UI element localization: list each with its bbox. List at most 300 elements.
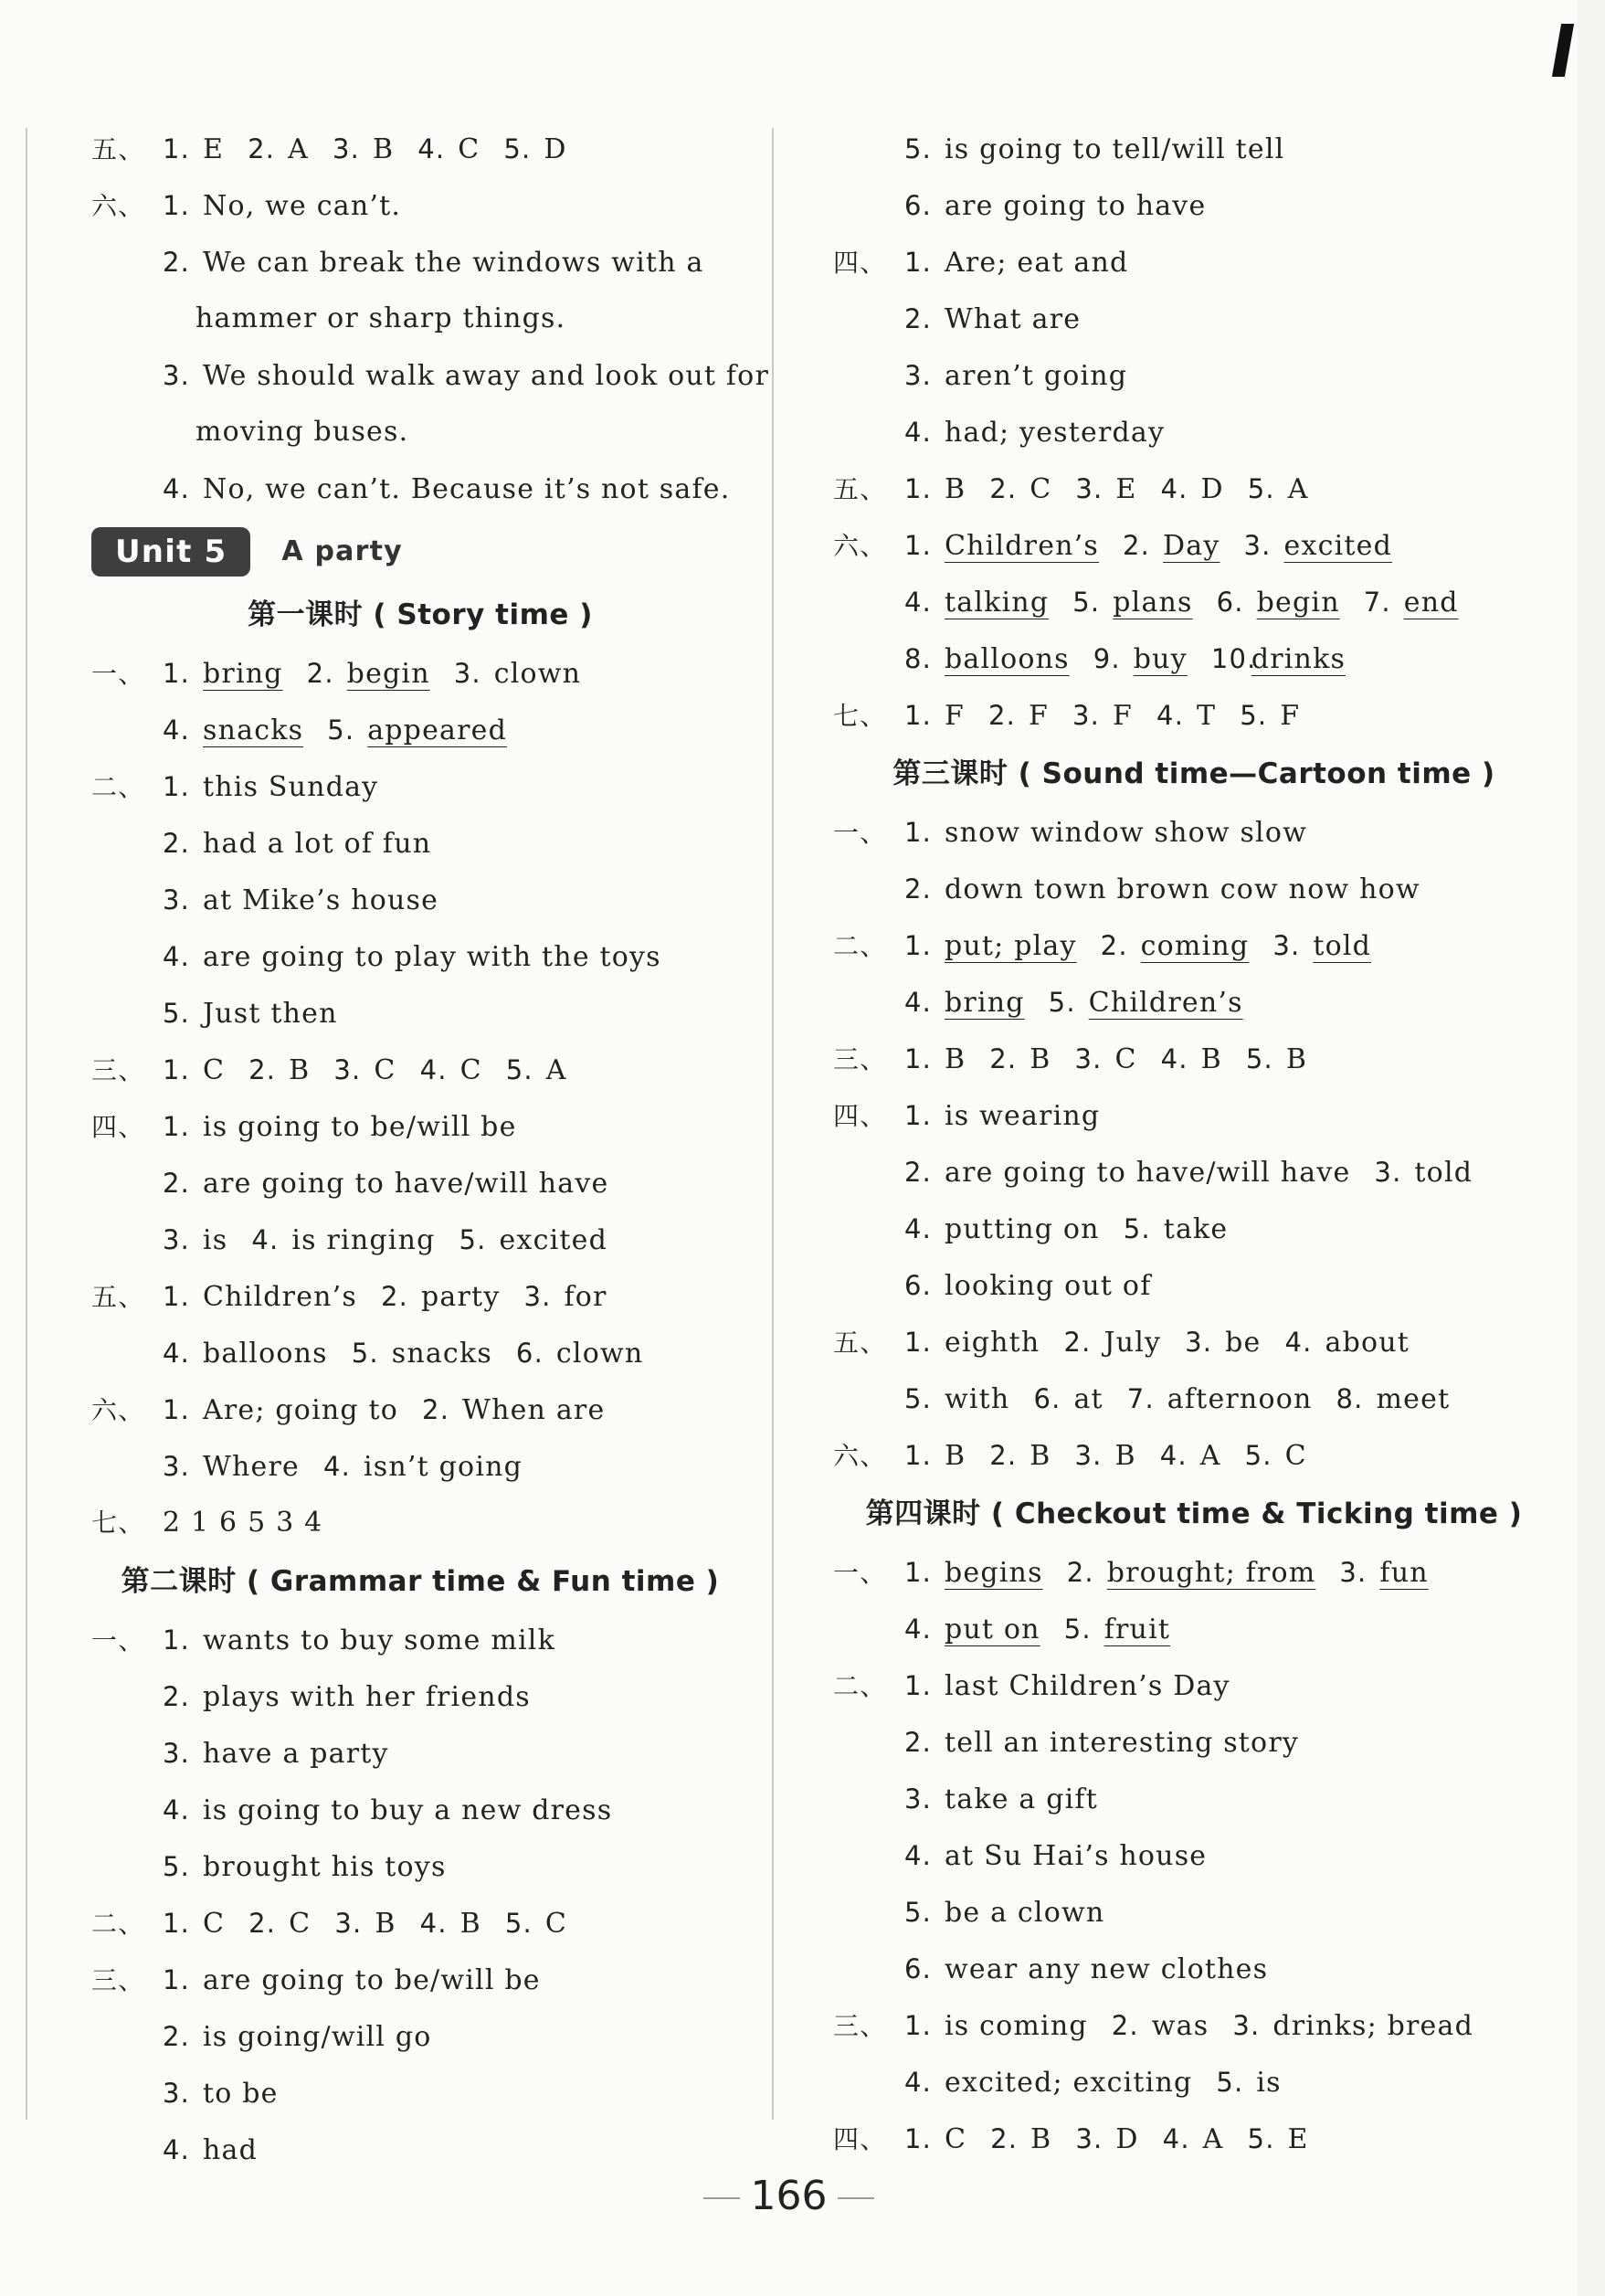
answer-line — [91, 1782, 749, 1838]
answer-line — [833, 2054, 1555, 2111]
answer-line — [91, 645, 749, 702]
answer-number: 9. — [1093, 643, 1121, 674]
answer-number: 4. — [1284, 1327, 1313, 1358]
question-group-label: 四、 — [833, 248, 887, 278]
answer-line — [833, 1544, 1555, 1601]
answer-line — [833, 1201, 1555, 1257]
answer-text: plans — [1113, 587, 1193, 619]
answer-number: 1. — [163, 1054, 191, 1085]
answer-text: 2 1 6 5 3 4 — [163, 1507, 323, 1539]
answer-text: C — [374, 1054, 396, 1086]
answer-number: 3. — [163, 1224, 191, 1255]
page-number-dash-left — [703, 2197, 740, 2199]
answer-line — [833, 1031, 1555, 1087]
answer-number: 1. — [904, 1557, 933, 1588]
answer-text: B — [945, 473, 966, 505]
answer-text: B — [289, 1054, 311, 1086]
answer-number: 4. — [163, 2134, 191, 2165]
answer-line-continued: hammer or sharp things. — [195, 302, 566, 334]
answer-number: 5. — [904, 1897, 933, 1928]
answer-number: 2. — [1123, 530, 1151, 561]
answer-text: D — [1115, 2123, 1139, 2155]
answer-text: B — [372, 133, 395, 165]
answer-text: C — [1284, 1440, 1307, 1472]
answer-number: 1. — [904, 247, 933, 278]
answer-text: Are; eat and — [945, 247, 1129, 279]
answer-number: 1. — [163, 133, 191, 164]
answer-text: B — [459, 1908, 481, 1940]
answer-text: fruit — [1103, 1614, 1171, 1645]
section-heading: 第三课时 ( Sound time—Cartoon time ) — [892, 757, 1495, 790]
answer-text: excited; exciting — [945, 2067, 1193, 2099]
answer-line — [833, 1144, 1555, 1201]
answer-number: 2. — [1066, 1557, 1094, 1588]
answer-text: T — [1197, 700, 1217, 732]
answer-number: 4. — [163, 714, 191, 746]
answer-number: 5. — [1123, 1213, 1151, 1244]
answer-number: 5. — [459, 1224, 487, 1255]
page-number-text: 166 — [750, 2173, 828, 2219]
question-group-label: 三、 — [91, 1965, 145, 1995]
answer-number: 1. — [163, 771, 191, 802]
answer-number: 5. — [1048, 987, 1076, 1018]
answer-number: 3. — [333, 1054, 362, 1085]
answer-number: 7. — [1126, 1383, 1155, 1414]
answer-number: 4. — [419, 1908, 448, 1939]
answer-number: 2. — [248, 133, 276, 164]
answer-number: 5. — [1072, 587, 1101, 618]
answer-text: clown — [493, 658, 582, 690]
answer-text: C — [1030, 473, 1052, 505]
answer-text: C — [203, 1908, 226, 1940]
answer-text: No, we can’t. — [203, 190, 402, 222]
question-group-label: 六、 — [833, 1441, 887, 1471]
answer-text: F — [1280, 700, 1301, 732]
answer-text: snacks — [203, 714, 304, 746]
question-group-label: 三、 — [833, 1044, 887, 1074]
answer-number: 5. — [1244, 1440, 1272, 1471]
unit-header — [91, 517, 749, 585]
question-group-label: 一、 — [91, 659, 145, 689]
answer-number: 2. — [989, 1440, 1018, 1471]
answer-text: end — [1403, 587, 1459, 619]
section-heading: 第四课时 ( Checkout time & Ticking time ) — [865, 1497, 1523, 1530]
answer-line — [91, 758, 749, 815]
section-heading: 第一课时 ( Story time ) — [248, 598, 593, 631]
answer-number: 3. — [163, 360, 191, 391]
answer-line — [833, 1941, 1555, 1997]
answer-number: 4. — [163, 941, 191, 972]
answer-text: July — [1103, 1327, 1162, 1359]
answer-text: appeared — [367, 714, 508, 746]
answer-text: told — [1313, 930, 1372, 962]
column-divider — [772, 128, 774, 2120]
left-margin-rule — [26, 128, 27, 2120]
answer-number: 1. — [904, 1670, 933, 1701]
answer-line — [91, 1895, 749, 1952]
answer-text: Children’s — [945, 530, 1100, 562]
answer-line — [91, 121, 749, 177]
answer-text: is going to buy a new dress — [203, 1794, 613, 1826]
answer-text: clown — [555, 1338, 644, 1370]
answer-line — [91, 177, 749, 234]
answer-number: 4. — [904, 1213, 933, 1244]
answer-text: C — [459, 1054, 482, 1086]
answer-line — [91, 1268, 749, 1325]
answer-text: A — [288, 133, 309, 165]
answer-line — [91, 1098, 749, 1155]
answer-line — [833, 1314, 1555, 1370]
answer-number: 3. — [1075, 473, 1103, 504]
answer-text: brought; from — [1106, 1557, 1316, 1589]
answer-line — [833, 1884, 1555, 1941]
answer-number: 5. — [904, 1383, 933, 1414]
answer-number: 4. — [904, 2067, 933, 2098]
answer-line — [833, 1827, 1555, 1884]
answer-text: Children’s — [203, 1281, 358, 1313]
answer-number: 1. — [904, 1100, 933, 1131]
answer-line — [833, 517, 1555, 574]
answer-number: 5. — [505, 1054, 533, 1085]
answer-text: C — [458, 133, 480, 165]
answer-text: B — [1030, 1043, 1051, 1075]
answer-number: 1. — [163, 1624, 191, 1656]
question-group-label: 二、 — [833, 1671, 887, 1701]
answer-text: drinks — [1251, 643, 1346, 675]
answer-line — [91, 1155, 749, 1211]
answer-number: 5. — [163, 998, 191, 1029]
answer-text: told — [1414, 1157, 1473, 1189]
question-group-label: 四、 — [833, 1101, 887, 1131]
answer-number: 1. — [904, 1327, 933, 1358]
answer-number: 2. — [381, 1281, 409, 1312]
answer-text: B — [1114, 1440, 1136, 1472]
answer-text: aren’t going — [945, 360, 1128, 392]
answer-number: 2. — [904, 873, 933, 905]
answer-number: 1. — [904, 2010, 933, 2041]
answer-text: B — [1285, 1043, 1308, 1075]
page-edge-mark — [1552, 24, 1574, 77]
answer-number: 3. — [163, 1738, 191, 1769]
answer-text: tell an interesting story — [945, 1727, 1300, 1759]
answer-number: 10. — [1210, 643, 1257, 674]
answer-number: 3. — [1072, 700, 1101, 731]
question-group-label: 四、 — [91, 1112, 145, 1142]
answer-number: 4. — [163, 1338, 191, 1369]
answer-number: 4. — [1160, 1043, 1188, 1074]
answer-text: coming — [1140, 930, 1250, 962]
answer-number: 4. — [323, 1451, 352, 1482]
answer-text: last Children’s Day — [945, 1670, 1230, 1702]
answer-number: 6. — [1216, 587, 1244, 618]
answer-number: 4. — [1162, 2123, 1190, 2154]
answer-text: B — [1030, 1440, 1051, 1472]
answer-text: We should walk away and look out for — [203, 360, 769, 392]
answer-number: 4. — [904, 587, 933, 618]
answer-number: 3. — [1243, 530, 1272, 561]
answer-text: snacks — [391, 1338, 492, 1370]
answer-number: 1. — [163, 1281, 191, 1312]
answer-line — [833, 177, 1555, 234]
answer-text: is wearing — [945, 1100, 1101, 1132]
answer-line — [833, 861, 1555, 917]
answer-text: snow window show slow — [945, 817, 1307, 849]
answer-number: 3. — [1075, 2123, 1103, 2154]
answer-line — [833, 974, 1555, 1031]
answer-line — [91, 1211, 749, 1268]
answer-number: 4. — [1156, 700, 1185, 731]
answer-number: 5. — [327, 714, 355, 746]
answer-text: balloons — [945, 643, 1070, 675]
answer-line — [833, 347, 1555, 404]
answer-text: have a party — [203, 1738, 389, 1770]
answer-line — [833, 804, 1555, 861]
answer-text: excited — [1283, 530, 1393, 562]
answer-text: be a clown — [945, 1897, 1105, 1929]
answer-text: A — [1199, 1440, 1221, 1472]
answer-text: is going/will go — [203, 2021, 432, 2053]
answer-line — [91, 234, 749, 291]
answer-number: 6. — [904, 1953, 933, 1984]
answer-text: drinks; bread — [1272, 2010, 1473, 2042]
answer-text: balloons — [203, 1338, 328, 1370]
question-group-label: 五、 — [833, 474, 887, 504]
answer-number: 1. — [904, 530, 933, 561]
answer-number: 3. — [1374, 1157, 1402, 1188]
answer-text: is coming — [945, 2010, 1088, 2042]
unit-title: A party — [281, 535, 403, 567]
answer-text: talking — [945, 587, 1050, 619]
answer-text: begin — [1256, 587, 1340, 619]
answer-text: We can break the windows with a — [203, 247, 704, 279]
answer-text: C — [289, 1908, 311, 1940]
answer-line — [833, 687, 1555, 744]
answer-text: this Sunday — [203, 771, 379, 803]
answer-number: 3. — [332, 133, 361, 164]
answer-text: F — [1029, 700, 1050, 732]
right-column — [833, 121, 1555, 2167]
answer-text: eighth — [945, 1327, 1040, 1359]
answer-line — [91, 1438, 749, 1495]
answer-number: 3. — [1339, 1557, 1367, 1588]
unit-badge: Unit 5 — [91, 527, 250, 577]
answer-number: 2. — [306, 658, 334, 689]
answer-line — [833, 1257, 1555, 1314]
answer-number: 5. — [503, 133, 532, 164]
answer-line — [833, 1601, 1555, 1657]
answer-text: are going to have/will have — [203, 1168, 609, 1200]
answer-number: 5. — [351, 1338, 379, 1369]
answer-text: F — [1113, 700, 1134, 732]
answer-text: had a lot of fun — [203, 828, 432, 860]
answer-number: 2. — [904, 1157, 933, 1188]
answer-text: bring — [203, 658, 283, 690]
answer-number: 2. — [988, 700, 1017, 731]
answer-line — [833, 1771, 1555, 1827]
answer-text: take a gift — [945, 1783, 1098, 1815]
left-column — [91, 121, 769, 2178]
answer-text: E — [203, 133, 225, 165]
answer-text: A — [1202, 2123, 1224, 2155]
answer-line — [91, 702, 749, 758]
answer-line — [91, 985, 749, 1042]
answer-text: wear any new clothes — [945, 1953, 1269, 1985]
answer-line — [833, 1714, 1555, 1771]
answer-line — [91, 2121, 749, 2178]
answer-number: 1. — [904, 2123, 933, 2154]
answer-line — [833, 291, 1555, 347]
answer-text: C — [203, 1054, 226, 1086]
answer-number: 2. — [904, 303, 933, 334]
answer-line — [91, 1668, 749, 1725]
question-group-label: 一、 — [91, 1625, 145, 1656]
answer-number: 2. — [989, 473, 1018, 504]
answer-text: are going to be/will be — [203, 1964, 541, 1996]
answer-number: 1. — [163, 658, 191, 689]
answer-text: excited — [499, 1224, 607, 1256]
answer-number: 5. — [1063, 1614, 1092, 1645]
answer-line — [91, 1042, 749, 1098]
answer-text: bring — [945, 987, 1025, 1019]
answer-text: C — [1114, 1043, 1137, 1075]
answer-text: are going to have/will have — [945, 1157, 1351, 1189]
answer-number: 3. — [453, 658, 481, 689]
answer-text: to be — [203, 2078, 279, 2110]
answer-number: 3. — [1074, 1043, 1103, 1074]
answer-text: are going to have — [945, 190, 1207, 222]
answer-number: 1. — [904, 930, 933, 961]
answer-number: 5. — [1247, 473, 1275, 504]
answer-line — [833, 630, 1555, 687]
answer-line — [91, 2065, 749, 2121]
answer-text: begin — [346, 658, 430, 690]
answer-number: 8. — [904, 643, 933, 674]
answer-number: 1. — [163, 1394, 191, 1425]
question-group-label: 二、 — [833, 931, 887, 961]
answer-number: 4. — [904, 987, 933, 1018]
answer-text: take — [1163, 1213, 1229, 1245]
answer-number: 8. — [1336, 1383, 1364, 1414]
answer-number: 6. — [1033, 1383, 1061, 1414]
answer-number: 4. — [251, 1224, 280, 1255]
answer-number: 2. — [163, 828, 191, 859]
answer-number: 3. — [163, 2078, 191, 2109]
answer-text: fun — [1379, 1557, 1429, 1589]
answer-text: is going to be/will be — [203, 1111, 517, 1143]
answer-line — [833, 1370, 1555, 1427]
answer-text: about — [1325, 1327, 1410, 1359]
answer-number: 1. — [163, 1964, 191, 1995]
answer-text: What are — [945, 303, 1082, 335]
answer-line — [833, 121, 1555, 177]
answer-text: B — [945, 1440, 966, 1472]
answer-number: 2. — [904, 1727, 933, 1758]
answer-line — [833, 404, 1555, 460]
answer-number: 2. — [248, 1908, 277, 1939]
answer-number: 5. — [904, 133, 933, 164]
answer-text: meet — [1376, 1383, 1451, 1415]
answer-line — [833, 1657, 1555, 1714]
answer-number: 2. — [163, 2021, 191, 2052]
answer-number: 7. — [1363, 587, 1391, 618]
answer-number: 6. — [515, 1338, 544, 1369]
question-group-label: 一、 — [833, 1558, 887, 1588]
answer-text: D — [1200, 473, 1224, 505]
answer-text: D — [544, 133, 567, 165]
answer-line — [833, 1427, 1555, 1484]
answer-line — [91, 1381, 749, 1438]
answer-text: afternoon — [1167, 1383, 1313, 1415]
answer-text: F — [945, 700, 966, 732]
answer-text: No, we can’t. Because it’s not safe. — [203, 473, 731, 505]
answer-text: is going to tell/will tell — [945, 133, 1285, 165]
answer-line — [833, 574, 1555, 630]
answer-number: 4. — [904, 1614, 933, 1645]
question-group-label: 二、 — [91, 1909, 145, 1939]
answer-line — [833, 460, 1555, 517]
answer-line — [91, 1612, 749, 1668]
question-group-label: 五、 — [833, 1328, 887, 1358]
answer-number: 2. — [990, 2123, 1019, 2154]
answer-number: 2. — [422, 1394, 450, 1425]
question-group-label: 四、 — [833, 2124, 887, 2154]
answer-line — [91, 1325, 749, 1381]
answer-line — [91, 1952, 749, 2008]
answer-line — [91, 872, 749, 928]
answer-text: When are — [462, 1394, 606, 1426]
answer-text: for — [564, 1281, 607, 1313]
answer-text: party — [421, 1281, 501, 1313]
question-group-label: 三、 — [91, 1055, 145, 1085]
answer-number: 5. — [1216, 2067, 1244, 2098]
answer-text: B — [1030, 2123, 1052, 2155]
answer-number: 4. — [1160, 473, 1188, 504]
answer-number: 3. — [1232, 2010, 1261, 2041]
answer-number: 4. — [163, 473, 191, 504]
answer-line — [91, 1725, 749, 1782]
page-number-dash-right — [838, 2197, 874, 2199]
section-heading: 第二课时 ( Grammar time & Fun time ) — [121, 1565, 720, 1598]
answer-number: 1. — [904, 700, 933, 731]
answer-text: Where — [203, 1451, 301, 1483]
answer-text: at — [1073, 1383, 1103, 1415]
answer-text: brought his toys — [203, 1851, 447, 1883]
answer-number: 1. — [163, 1111, 191, 1142]
answer-number: 3. — [1272, 930, 1301, 961]
question-group-label: 五、 — [91, 134, 145, 164]
answer-text: at Mike’s house — [203, 884, 439, 916]
answer-text: had — [203, 2134, 259, 2166]
answer-text: are going to play with the toys — [203, 941, 661, 973]
answer-number: 1. — [904, 1440, 933, 1471]
answer-line — [91, 1495, 749, 1551]
answer-text: C — [945, 2123, 967, 2155]
answer-line — [91, 928, 749, 985]
answer-line — [833, 1087, 1555, 1144]
answer-number: 4. — [904, 1840, 933, 1871]
answer-line — [833, 234, 1555, 291]
answer-text: wants to buy some milk — [203, 1624, 555, 1656]
answer-line — [833, 1997, 1555, 2054]
answer-line — [833, 2111, 1555, 2167]
answer-text: at Su Hai’s house — [945, 1840, 1208, 1872]
answer-number: 2. — [248, 1054, 277, 1085]
answer-number: 2. — [1100, 930, 1128, 961]
answer-number: 3. — [163, 884, 191, 915]
question-group-label: 一、 — [833, 818, 887, 848]
answer-number: 6. — [904, 190, 933, 221]
question-group-label: 七、 — [833, 701, 887, 731]
